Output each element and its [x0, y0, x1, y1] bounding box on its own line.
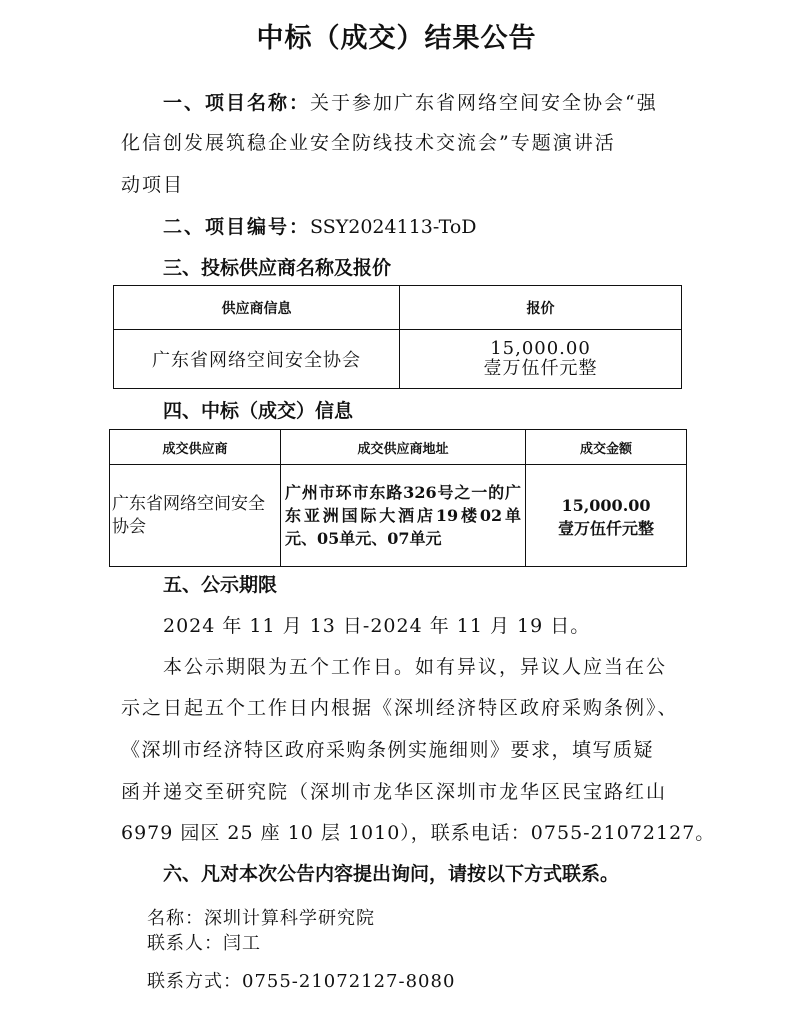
section2-heading: 二、项目编号：	[163, 216, 311, 238]
winner-supplier-cell: 广东省网络空间安全协会	[110, 465, 281, 567]
section5-heading: 五、公示期限	[163, 574, 278, 596]
publicity-period: 2024 年 11 月 13 日-2024 年 11 月 19 日。	[163, 615, 591, 637]
table-header-row	[110, 430, 687, 465]
project-name-text1: 关于参加广东省网络空间安全协会“强	[310, 92, 658, 114]
column-header: 成交金额	[526, 430, 687, 465]
contact-phone: 联系方式：0755-21072127-8080	[147, 971, 456, 992]
column-header: 成交供应商	[110, 430, 281, 465]
notice-line: 示之日起五个工作日内根据《深圳经济特区政府采购条例》、	[121, 697, 679, 719]
supplier-cell: 广东省网络空间安全协会	[114, 330, 400, 389]
contact-org-name: 名称：深圳计算科学研究院	[147, 908, 375, 929]
table-header-row	[114, 286, 682, 330]
table-row	[114, 330, 682, 389]
project-name-text3: 动项目	[121, 174, 185, 196]
section4-heading: 四、中标（成交）信息	[163, 400, 354, 422]
notice-line: 本公示期限为五个工作日。如有异议，异议人应当在公	[163, 656, 668, 678]
quote-amount: 15,000.00	[490, 338, 591, 359]
award-table	[109, 429, 687, 567]
column-header: 报价	[400, 286, 682, 330]
notice-line: 《深圳市经济特区政府采购条例实施细则》要求，填写质疑	[121, 739, 655, 761]
section1-heading: 一、项目名称：	[163, 92, 311, 114]
bidders-table	[113, 285, 682, 389]
column-header: 成交供应商地址	[281, 430, 526, 465]
winner-address-cell: 广州市环市东路326号之一的广东亚洲国际大酒店19楼02单元、05单元、07单元	[281, 465, 526, 567]
column-header: 供应商信息	[114, 286, 400, 330]
table-row	[110, 465, 687, 567]
section6-heading: 六、凡对本次公告内容提出询问，请按以下方式联系。	[163, 863, 620, 885]
winner-amount-words: 壹万伍仟元整	[557, 519, 654, 538]
project-name-line1	[163, 88, 658, 115]
winner-amount: 15,000.00	[561, 496, 651, 515]
contact-person: 联系人：闫工	[147, 933, 261, 954]
quote-amount-words: 壹万伍仟元整	[483, 358, 598, 379]
winner-amount-cell	[526, 465, 687, 567]
project-number-line	[163, 212, 477, 239]
project-number-value: SSY2024113-ToD	[310, 216, 477, 238]
project-name-text2: 化信创发展筑稳企业安全防线技术交流会”专题演讲活	[121, 132, 616, 154]
notice-line: 6979 园区 25 座 10 层 1010），联系电话：0755-21072127。	[121, 822, 716, 844]
page-title: 中标（成交）结果公告	[256, 23, 537, 54]
quote-cell	[400, 330, 682, 389]
section3-heading: 三、投标供应商名称及报价	[163, 257, 392, 279]
notice-line: 函并递交至研究院（深圳市龙华区深圳市龙华区民宝路红山	[121, 781, 668, 803]
